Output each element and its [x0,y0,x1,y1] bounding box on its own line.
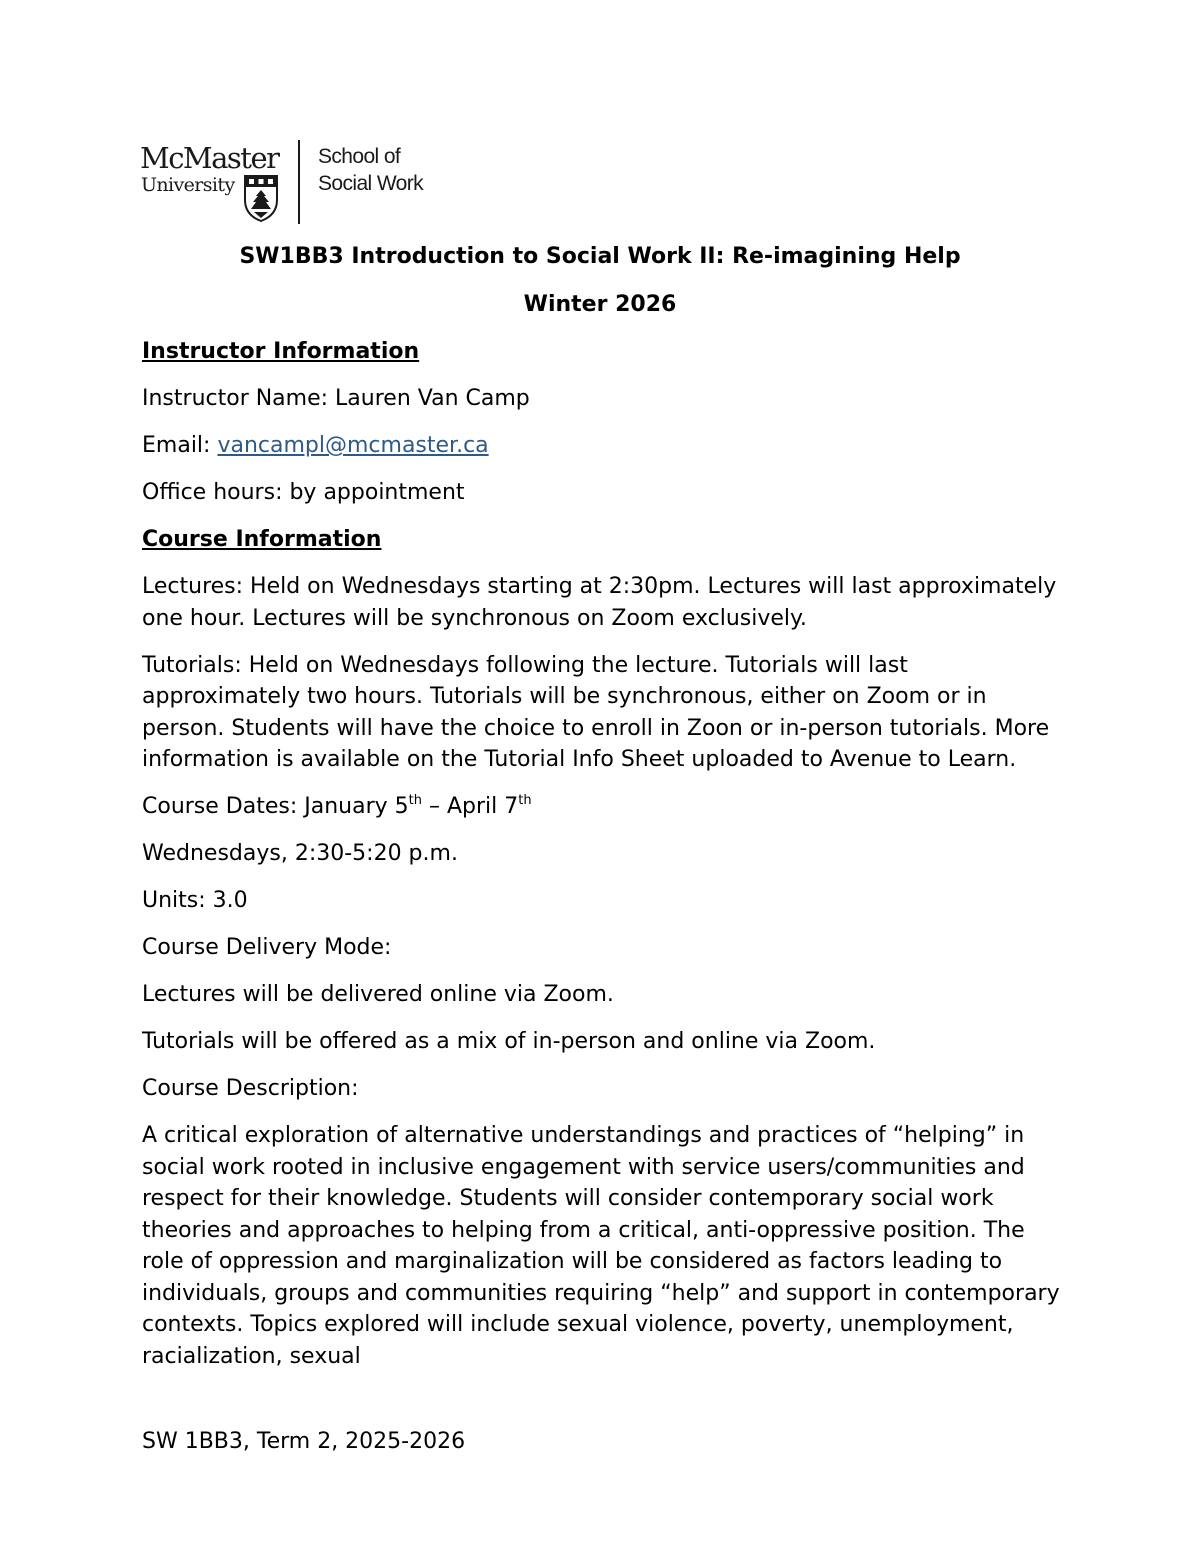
instructor-name [142,383,1062,415]
course-dates-end: – April 7 [422,794,519,819]
instructor-email [142,430,1062,462]
logo-wordmark: McMaster [140,141,279,175]
delivery-tutorials: Tutorials will be offered as a mix of in-person and online via Zoom. [142,1029,876,1054]
course-dates-start-suffix: th [408,793,422,808]
course-dates-end-suffix: th [518,793,532,808]
logo-unit-name [318,143,423,197]
logo-divider [298,140,300,224]
description-heading: Course Description: [142,1076,359,1101]
page-footer: SW 1BB3, Term 2, 2025-2026 [142,1429,466,1454]
email-label: Email: [142,433,211,458]
course-heading: Course Information [142,527,382,552]
instructor-name-label: Instructor Name: [142,386,329,411]
course-schedule: Wednesdays, 2:30-5:20 p.m. [142,841,458,866]
course-dates [142,791,1062,823]
tutorials-info: Tutorials: Held on Wednesdays following the lecture. Tutorials will last approximately two hours. Tutorials will be synchronous, either on Zoom or in person. Students will have the choice to enroll in Zoon or in-person tutorials. More information is available on the Tutorial Info Sheet uploaded to Avenue to Learn. [142,652,1050,772]
email-link[interactable]: vancampl@mcmaster.ca [217,433,489,458]
logo-subtitle: University [141,174,235,196]
crest-icon [243,174,279,222]
course-description: A critical exploration of alternative understandings and practices of “helping” in social work rooted in inclusive engagement with service users/communities and respect for their knowledge. Students will consider contemporary social work theories and approaches to helping from a critical, anti-oppressive position. The role of oppression and marginalization will be considered as factors leading to individuals, groups and communities requiring “help” and support in contemporary contexts. Topics explored will include sexual violence, poverty, unemployment, racialization, sexual [142,1123,1060,1369]
office-hours: Office hours: by appointment [142,480,465,505]
instructor-name-value: Lauren Van Camp [335,386,530,411]
course-title: SW1BB3 Introduction to Social Work II: Re-imagining Help [239,244,961,269]
instructor-heading: Instructor Information [142,339,420,364]
lectures-info: Lectures: Held on Wednesdays starting at 2:30pm. Lectures will last approximately one hour. Lectures will be synchronous on Zoom exclusively. [142,574,1057,631]
logo-unit-line1: School of [318,145,401,168]
logo-unit-line2: Social Work [318,172,424,195]
document-body [142,336,1062,1388]
university-logo [140,138,440,226]
course-dates-start: Course Dates: January 5 [142,794,409,819]
course-units: Units: 3.0 [142,888,248,913]
delivery-heading: Course Delivery Mode: [142,935,392,960]
course-term: Winter 2026 [523,292,677,317]
delivery-lectures: Lectures will be delivered online via Zoom. [142,982,614,1007]
